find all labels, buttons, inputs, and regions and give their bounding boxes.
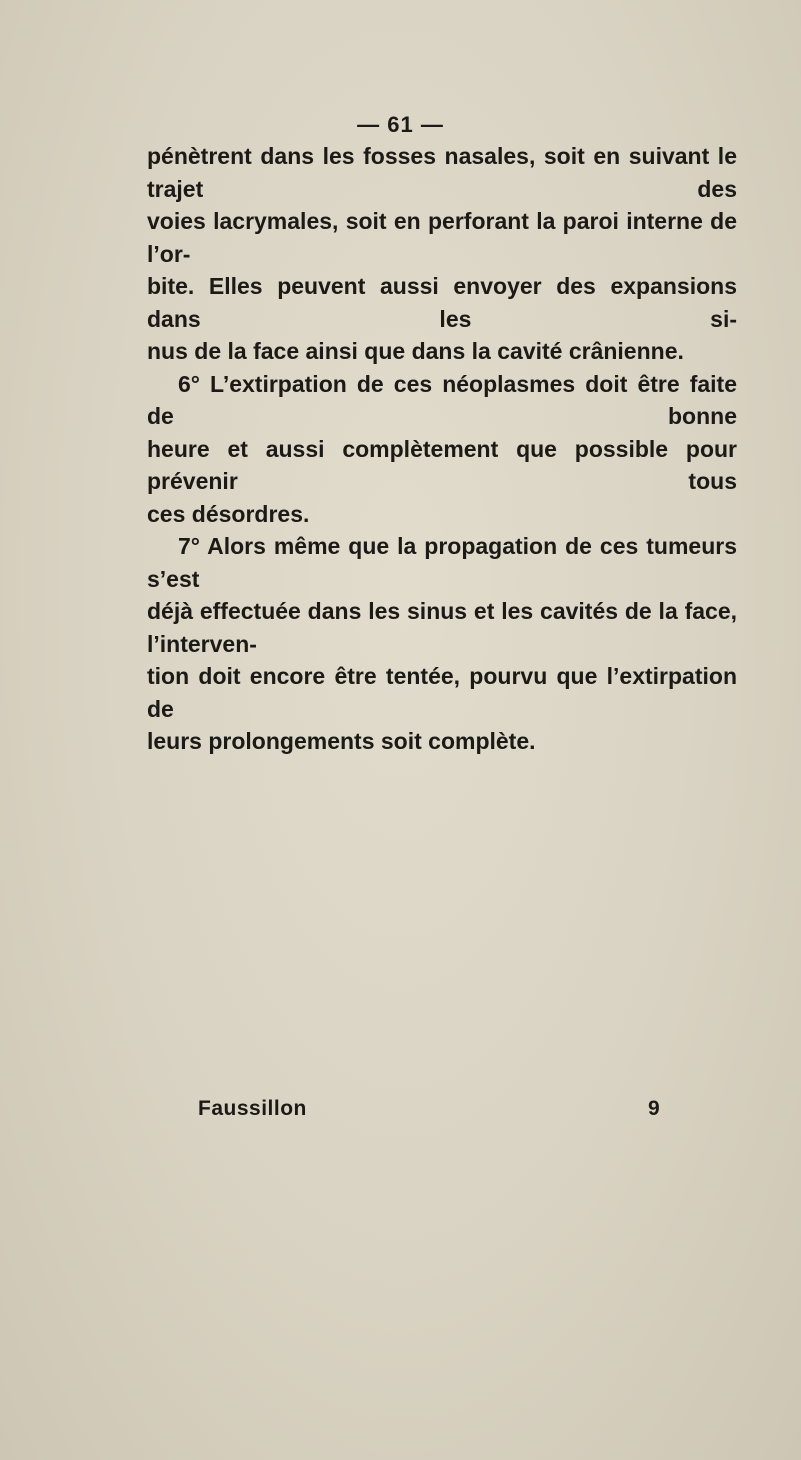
text-line: voies lacrymales, soit en perforant la paroi interne de l’or- (147, 208, 737, 267)
footer-signature-mark: 9 (648, 1097, 660, 1120)
paragraph-2 (147, 368, 737, 531)
text-line: 7° Alors même que la propagation de ces tumeurs s’est (147, 533, 737, 592)
paragraph-1 (147, 140, 737, 368)
text-line: déjà effectuée dans les sinus et les cavités de la face, l’interven- (147, 598, 737, 657)
text-line: bite. Elles peuvent aussi envoyer des expansions dans les si- (147, 273, 737, 332)
text-line: leurs prolongements soit complète. (147, 728, 536, 754)
text-line: 6° L’extirpation de ces néoplasmes doit être faite de bonne (147, 370, 737, 429)
text-line: tion doit encore être tentée, pourvu que l’extirpation de (147, 663, 737, 722)
footer-author: Faussillon (198, 1097, 307, 1120)
body-text (147, 140, 737, 758)
paragraph-3 (147, 530, 737, 758)
text-line: pénètrent dans les fosses nasales, soit en suivant le trajet des (147, 143, 737, 202)
text-line: heure et aussi complètement que possible pour prévenir tous (147, 435, 737, 494)
text-line: nus de la face ainsi que dans la cavité crânienne. (147, 338, 684, 364)
text-line: ces désordres. (147, 500, 310, 527)
page-number: — 61 — (357, 112, 444, 137)
